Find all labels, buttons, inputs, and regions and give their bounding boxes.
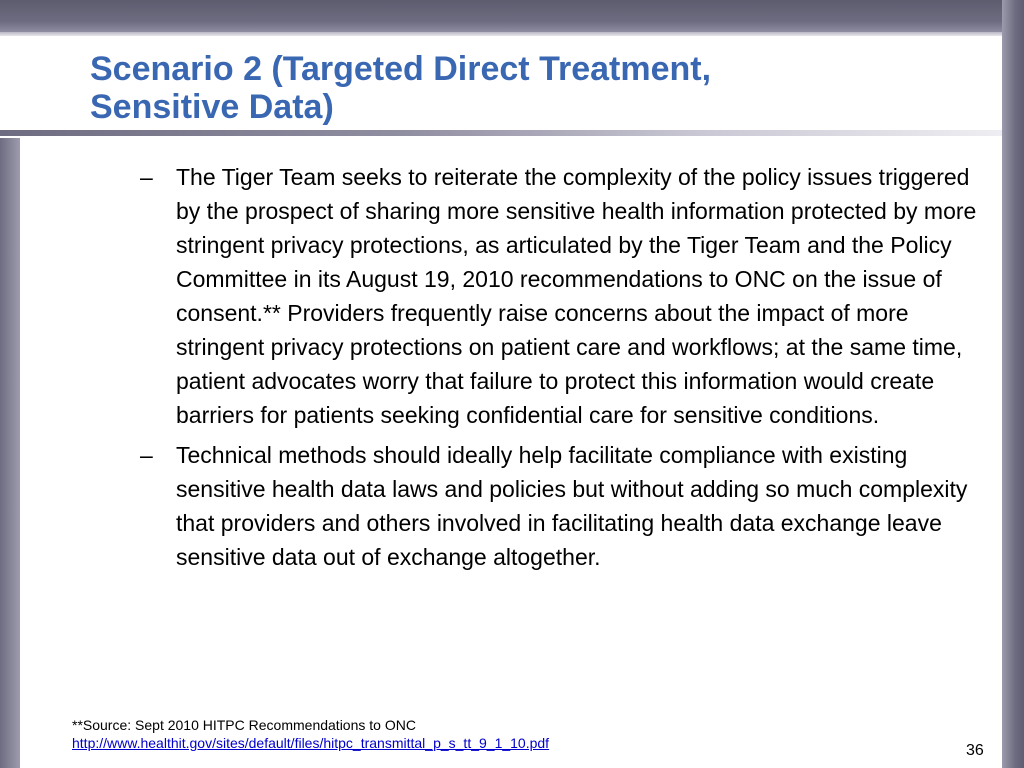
bullet-item-1: [140, 160, 980, 432]
bullet-text: Technical methods should ideally help facilitate compliance with existing sensitive health data laws and policies but without adding so much complexity that providers and others involved in facilitating health data exchange leave sensitive data out of exchange altogether.: [176, 442, 968, 570]
bullet-text: The Tiger Team seeks to reiterate the complexity of the policy issues triggered by the prospect of sharing more sensitive health information protected by more stringent privacy protections, as articulated by the Tiger Team and the Policy Committee in its August 19, 2010 recommendations to ONC on the issue of consent.** Providers frequently raise concerns about the impact of more stringent privacy protections on patient care and workflows; at the same time, patient advocates worry that failure to protect this information would create barriers for patients seeking confidential care for sensitive conditions.: [176, 164, 977, 428]
bullet-marker: –: [140, 164, 153, 190]
right-decorative-bar: [1002, 0, 1024, 768]
bullet-list: [140, 160, 980, 580]
page-number: 36: [966, 742, 984, 759]
footnote-link[interactable]: http://www.healthit.gov/sites/default/files/hitpc_transmittal_p_s_tt_9_1_10.pdf: [72, 735, 550, 751]
left-decorative-bar: [0, 138, 20, 768]
slide-title: Scenario 2 (Targeted Direct Treatment, Sensitive Data): [90, 50, 712, 126]
top-decorative-band: [0, 0, 1024, 36]
footnote: [72, 716, 932, 752]
bullet-item-2: [140, 438, 980, 574]
footnote-source: **Source: Sept 2010 HITPC Recommendations to ONC: [72, 717, 416, 733]
title-underline: [0, 130, 1002, 136]
bullet-marker: –: [140, 442, 153, 468]
